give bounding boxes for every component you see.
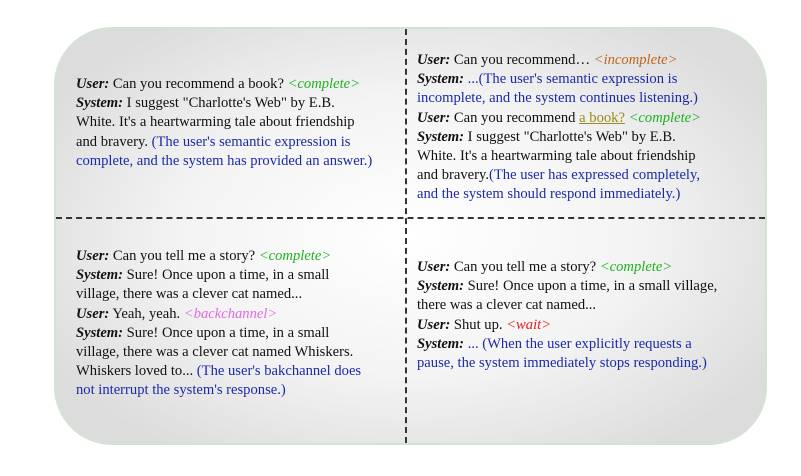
explanation-note: pause, the system immediately stops responding.)	[417, 355, 707, 372]
utterance-continued	[417, 166, 757, 185]
utterance: Shut up.	[450, 316, 507, 333]
quadrant-wait	[417, 258, 757, 373]
backchannel-tag: <backchannel>	[183, 305, 278, 322]
complete-tag: <complete>	[624, 109, 701, 126]
incomplete-tag: <incomplete>	[593, 52, 678, 68]
speaker-label: User:	[76, 305, 110, 322]
utterance: Can you tell me a story?	[450, 259, 600, 275]
speaker-label: User:	[76, 76, 110, 92]
explanation-note: (The user's semantic expression is	[151, 133, 351, 150]
speaker-label: System:	[76, 324, 124, 341]
user-turn	[76, 75, 406, 94]
user-turn	[417, 258, 757, 277]
explanation-note: (The user has expressed completely,	[489, 167, 700, 184]
speaker-label: System:	[76, 267, 124, 284]
speaker-label: User:	[76, 248, 110, 264]
user-turn	[76, 247, 396, 266]
utterance: I suggest "Charlotte's Web" by E.B.	[123, 95, 335, 112]
utterance-continued: village, there was a clever cat named...	[76, 286, 303, 303]
speaker-label: User:	[417, 52, 451, 68]
user-turn	[417, 51, 757, 70]
explanation-note: ... (When the user explicitly requests a	[467, 335, 692, 352]
utterance: Whiskers loved to...	[76, 363, 197, 380]
utterance: Yeah, yeah.	[109, 305, 184, 322]
user-turn	[417, 109, 757, 128]
quadrant-incomplete-listening	[417, 51, 757, 205]
user-turn	[76, 305, 396, 324]
speaker-label: System:	[417, 335, 465, 352]
utterance-continued: village, there was a clever cat named Whiskers.	[76, 344, 354, 361]
utterance-continued	[76, 133, 406, 152]
explanation-note: complete, and the system has provided an answer.)	[76, 152, 373, 169]
horizontal-divider	[56, 217, 765, 219]
complete-tag: <complete>	[287, 76, 360, 92]
speaker-label: User:	[417, 259, 451, 275]
explanation-note: (The user's semantic expression is	[478, 71, 678, 88]
system-turn	[417, 277, 757, 296]
dialogue-panel	[54, 27, 767, 445]
utterance-continued: White. It's a heartwarming tale about friendship	[417, 148, 696, 165]
utterance: Can you recommend…	[450, 52, 594, 68]
utterance: and bravery.	[417, 167, 489, 184]
system-turn	[417, 128, 757, 147]
utterance: Sure! Once upon a time, in a small village,	[464, 278, 718, 295]
explanation-note: and the system should respond immediately.)	[417, 186, 681, 203]
utterance-continued	[76, 362, 396, 381]
quadrant-backchannel	[76, 247, 396, 401]
quadrant-complete-answer	[76, 75, 406, 171]
utterance-continued: there was a clever cat named...	[417, 297, 597, 314]
utterance: Sure! Once upon a time, in a small	[123, 267, 330, 284]
system-turn	[417, 335, 757, 354]
completed-phrase: a book?	[579, 109, 625, 126]
complete-tag: <complete>	[258, 248, 332, 264]
speaker-label: User:	[417, 316, 451, 333]
speaker-label: System:	[417, 278, 465, 295]
utterance: Can you recommend	[450, 109, 580, 126]
system-turn	[76, 94, 406, 113]
utterance: Can you tell me a story?	[109, 248, 259, 264]
system-turn	[76, 266, 396, 285]
utterance: and bravery.	[76, 133, 152, 150]
speaker-label: System:	[76, 95, 124, 112]
utterance: I suggest "Charlotte's Web" by E.B.	[464, 128, 676, 145]
utterance: ...	[464, 71, 479, 88]
explanation-note: not interrupt the system's response.)	[76, 382, 286, 399]
speaker-label: User:	[417, 109, 451, 126]
speaker-label: System:	[417, 71, 465, 88]
system-turn	[76, 324, 396, 343]
wait-tag: <wait>	[506, 316, 552, 333]
user-turn	[417, 316, 757, 335]
complete-tag: <complete>	[599, 259, 673, 275]
speaker-label: System:	[417, 128, 465, 145]
utterance: Sure! Once upon a time, in a small	[123, 324, 330, 341]
system-turn	[417, 70, 757, 89]
utterance-continued: White. It's a heartwarming tale about friendship	[76, 114, 355, 131]
explanation-note: incomplete, and the system continues listening.)	[417, 90, 698, 107]
explanation-note: (The user's bakchannel does	[196, 363, 362, 380]
utterance: Can you recommend a book?	[109, 76, 288, 92]
